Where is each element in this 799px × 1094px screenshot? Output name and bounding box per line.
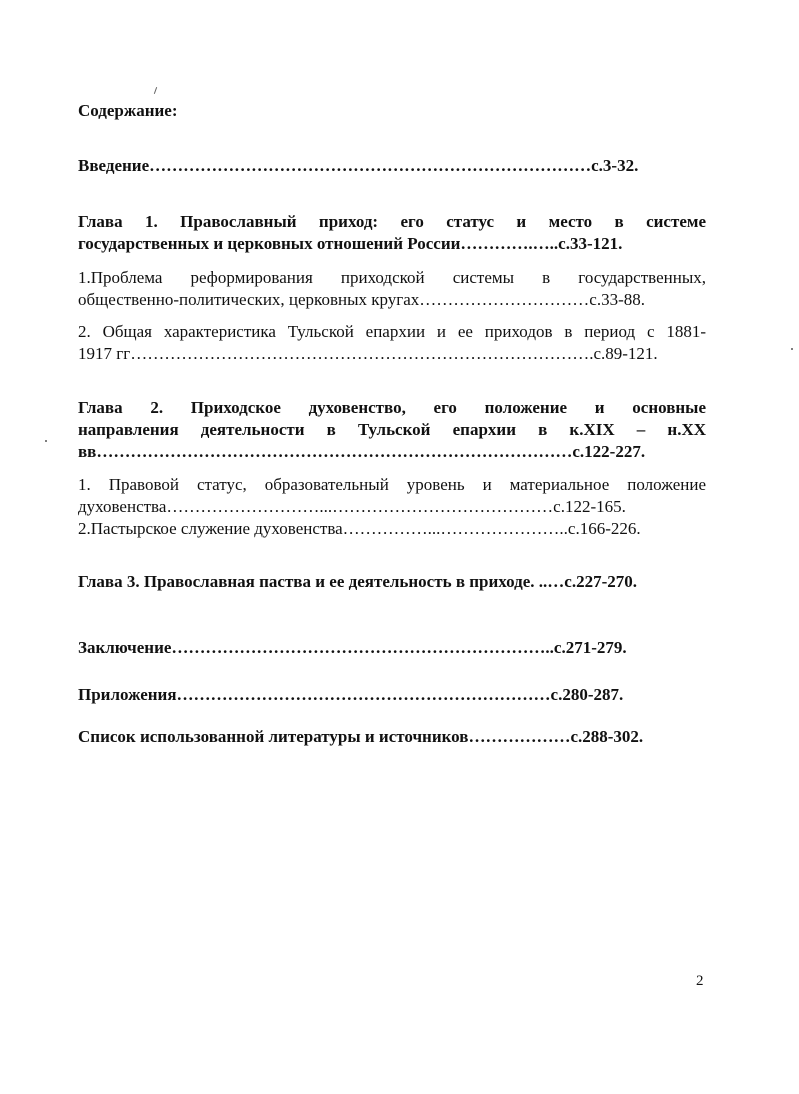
toc-entry-bibliography: Список использованной литературы и источников………………с.288-302. [78, 727, 644, 746]
toc-entry-introduction: Введение……………………………………………………………………с.3-32. [78, 156, 639, 175]
chapter-2-section-1-line-2: духовенства………………………...…………………………………с.122-165. [78, 497, 626, 516]
chapter-2-title-line-1: Глава 2. Приходское духовенство, его положение и основные [78, 398, 706, 417]
chapter-2-section-2-line-1: 2.Пастырское служение духовенства……………...…………………..с.166-226. [78, 519, 641, 538]
contents-heading: Содержание: [78, 101, 178, 120]
toc-chapter-3: Глава 3. Православная паства и ее деятельность в приходе. ..…с.227-270. [78, 572, 638, 591]
chapter-1-section-1-line-1: 1.Проблема реформирования приходской системы в государственных, [78, 268, 706, 287]
chapter-1-section-1-line-2: общественно-политических, церковных кругах…………………………с.33-88. [78, 290, 646, 309]
scan-speck [45, 440, 47, 442]
toc-entry-conclusion: Заключение…………………………………………………………..с.271-279. [78, 638, 627, 657]
toc-entry-appendix: Приложения…………………………………………………………с.280-287. [78, 685, 624, 704]
chapter-2-title-line-2: направления деятельности в Тульской епархии в к.XIX – н.XX [78, 420, 706, 439]
chapter-1-section-2-line-2: 1917 гг……………………………………………………………………….с.89-121. [78, 344, 658, 363]
chapter-2-title-line-3: вв…………………………………………………………………………с.122-227. [78, 442, 646, 461]
scan-speck [791, 348, 793, 350]
chapter-1-title-line-2: государственных и церковных отношений России………….…..с.33-121. [78, 234, 623, 253]
scan-mark [154, 87, 157, 94]
chapter-1-section-2-line-1: 2. Общая характеристика Тульской епархии и ее приходов в период с 1881- [78, 322, 706, 341]
chapter-1-title-line-1: Глава 1. Православный приход: его статус и место в системе [78, 212, 706, 231]
page-number: 2 [696, 973, 704, 989]
chapter-2-section-1-line-1: 1. Правовой статус, образовательный уровень и материальное положение [78, 475, 706, 494]
